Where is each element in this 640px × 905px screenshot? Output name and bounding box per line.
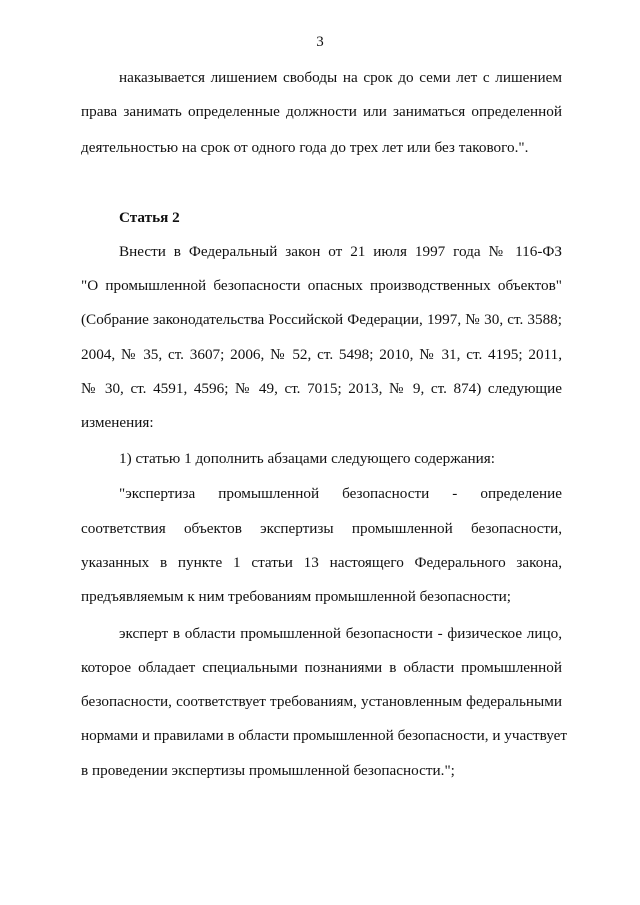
text-line: предъявляемым к ним требованиям промышленной безопасности; <box>81 588 512 605</box>
text-line: (Собрание законодательства Российской Федерации, 1997, № 30, ст. 3588; <box>81 311 562 328</box>
text-line: в проведении экспертизы промышленной безопасности."; <box>81 762 455 779</box>
text-line: которое обладает специальными познаниями в области промышленной <box>81 659 562 676</box>
text-line: изменения: <box>81 414 154 431</box>
text-line: Внести в Федеральный закон от 21 июля 1997 года № 116-ФЗ <box>119 243 562 260</box>
text-line: "О промышленной безопасности опасных производственных объектов" <box>81 277 562 294</box>
text-line: указанных в пункте 1 статьи 13 настоящего Федерального закона, <box>81 554 562 571</box>
text-line: эксперт в области промышленной безопасности - физическое лицо, <box>119 625 562 642</box>
text-line: нормами и правилами в области промышленной безопасности, и участвует <box>81 727 568 744</box>
text-line: соответствия объектов экспертизы промышленной безопасности, <box>81 520 562 537</box>
text-line: наказывается лишением свободы на срок до семи лет с лишением <box>119 69 562 86</box>
text-line: деятельностью на срок от одного года до трех лет или без такового.". <box>81 139 529 156</box>
text-line: 1) статью 1 дополнить абзацами следующего содержания: <box>119 450 495 467</box>
article-heading: Статья 2 <box>119 209 180 226</box>
text-line: № 30, ст. 4591, 4596; № 49, ст. 7015; 2013, № 9, ст. 874) следующие <box>81 380 562 397</box>
text-line: 2004, № 35, ст. 3607; 2006, № 52, ст. 5498; 2010, № 31, ст. 4195; 2011, <box>81 346 562 363</box>
text-line: безопасности, соответствует требованиям, установленным федеральными <box>81 693 562 710</box>
page-number: 3 <box>316 34 324 50</box>
text-line: "экспертиза промышленной безопасности - определение <box>119 485 562 502</box>
text-line: права занимать определенные должности или заниматься определенной <box>81 103 562 120</box>
